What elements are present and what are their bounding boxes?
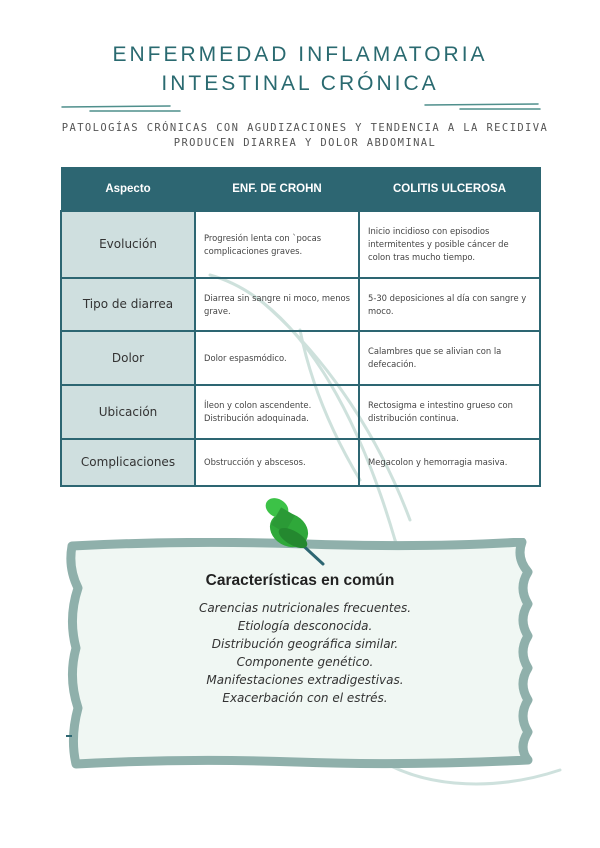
subtitle-line2: PRODUCEN DIARREA Y DOLOR ABDOMINAL	[173, 137, 437, 149]
table-row	[61, 385, 540, 439]
table-header-row	[61, 168, 540, 212]
subtitle-line1: PATOLOGÍAS CRÓNICAS CON AGUDIZACIONES Y TENDENCIA A LA RECIDIVA	[61, 122, 549, 134]
aspect-cell: Ubicación	[61, 385, 195, 439]
crohn-cell: Dolor espasmódico.	[195, 331, 359, 385]
header-crohn: ENF. DE CROHN	[195, 168, 359, 212]
list-item: Manifestaciones extradigestivas.	[206, 673, 404, 687]
common-features-list	[0, 599, 600, 707]
list-item: Carencias nutricionales frecuentes.	[198, 601, 412, 615]
table-row	[61, 278, 540, 331]
header-colitis: COLITIS ULCEROSA	[359, 168, 540, 212]
table-row	[61, 439, 540, 486]
crohn-cell: Progresión lenta con `pocas complicaciones graves.	[195, 211, 359, 278]
colitis-cell: Megacolon y hemorragia masiva.	[359, 439, 540, 486]
aspect-cell: Evolución	[61, 211, 195, 278]
aspect-cell: Tipo de diarrea	[61, 278, 195, 331]
colitis-cell: Inicio incidioso con episodios intermitentes y posible cáncer de colon tras mucho tiempo.	[359, 211, 540, 278]
page-title-line1: ENFERMEDAD INFLAMATORIA	[112, 43, 488, 66]
page-title-line2: INTESTINAL CRÓNICA	[161, 72, 439, 95]
crohn-cell: Obstrucción y abscesos.	[195, 439, 359, 486]
list-item: Etiología desconocida.	[237, 619, 373, 633]
common-features-title: Características en común	[205, 572, 395, 589]
list-item: Exacerbación con el estrés.	[222, 691, 388, 705]
list-item: Componente genético.	[236, 655, 374, 669]
colitis-cell: Rectosigma e intestino grueso con distribución continua.	[359, 385, 540, 439]
table-row	[61, 211, 540, 278]
push-pin-icon	[255, 490, 335, 570]
crohn-cell: Íleon y colon ascendente. Distribución adoquinada.	[195, 385, 359, 439]
aspect-cell: Complicaciones	[61, 439, 195, 486]
header-aspect: Aspecto	[61, 168, 195, 212]
table-row	[61, 331, 540, 385]
colitis-cell: 5-30 deposiciones al día con sangre y moco.	[359, 278, 540, 331]
comparison-table	[60, 167, 541, 487]
aspect-cell: Dolor	[61, 331, 195, 385]
crohn-cell: Diarrea sin sangre ni moco, menos grave.	[195, 278, 359, 331]
list-item: Distribución geográfica similar.	[211, 637, 399, 651]
colitis-cell: Calambres que se alivian con la defecación.	[359, 331, 540, 385]
